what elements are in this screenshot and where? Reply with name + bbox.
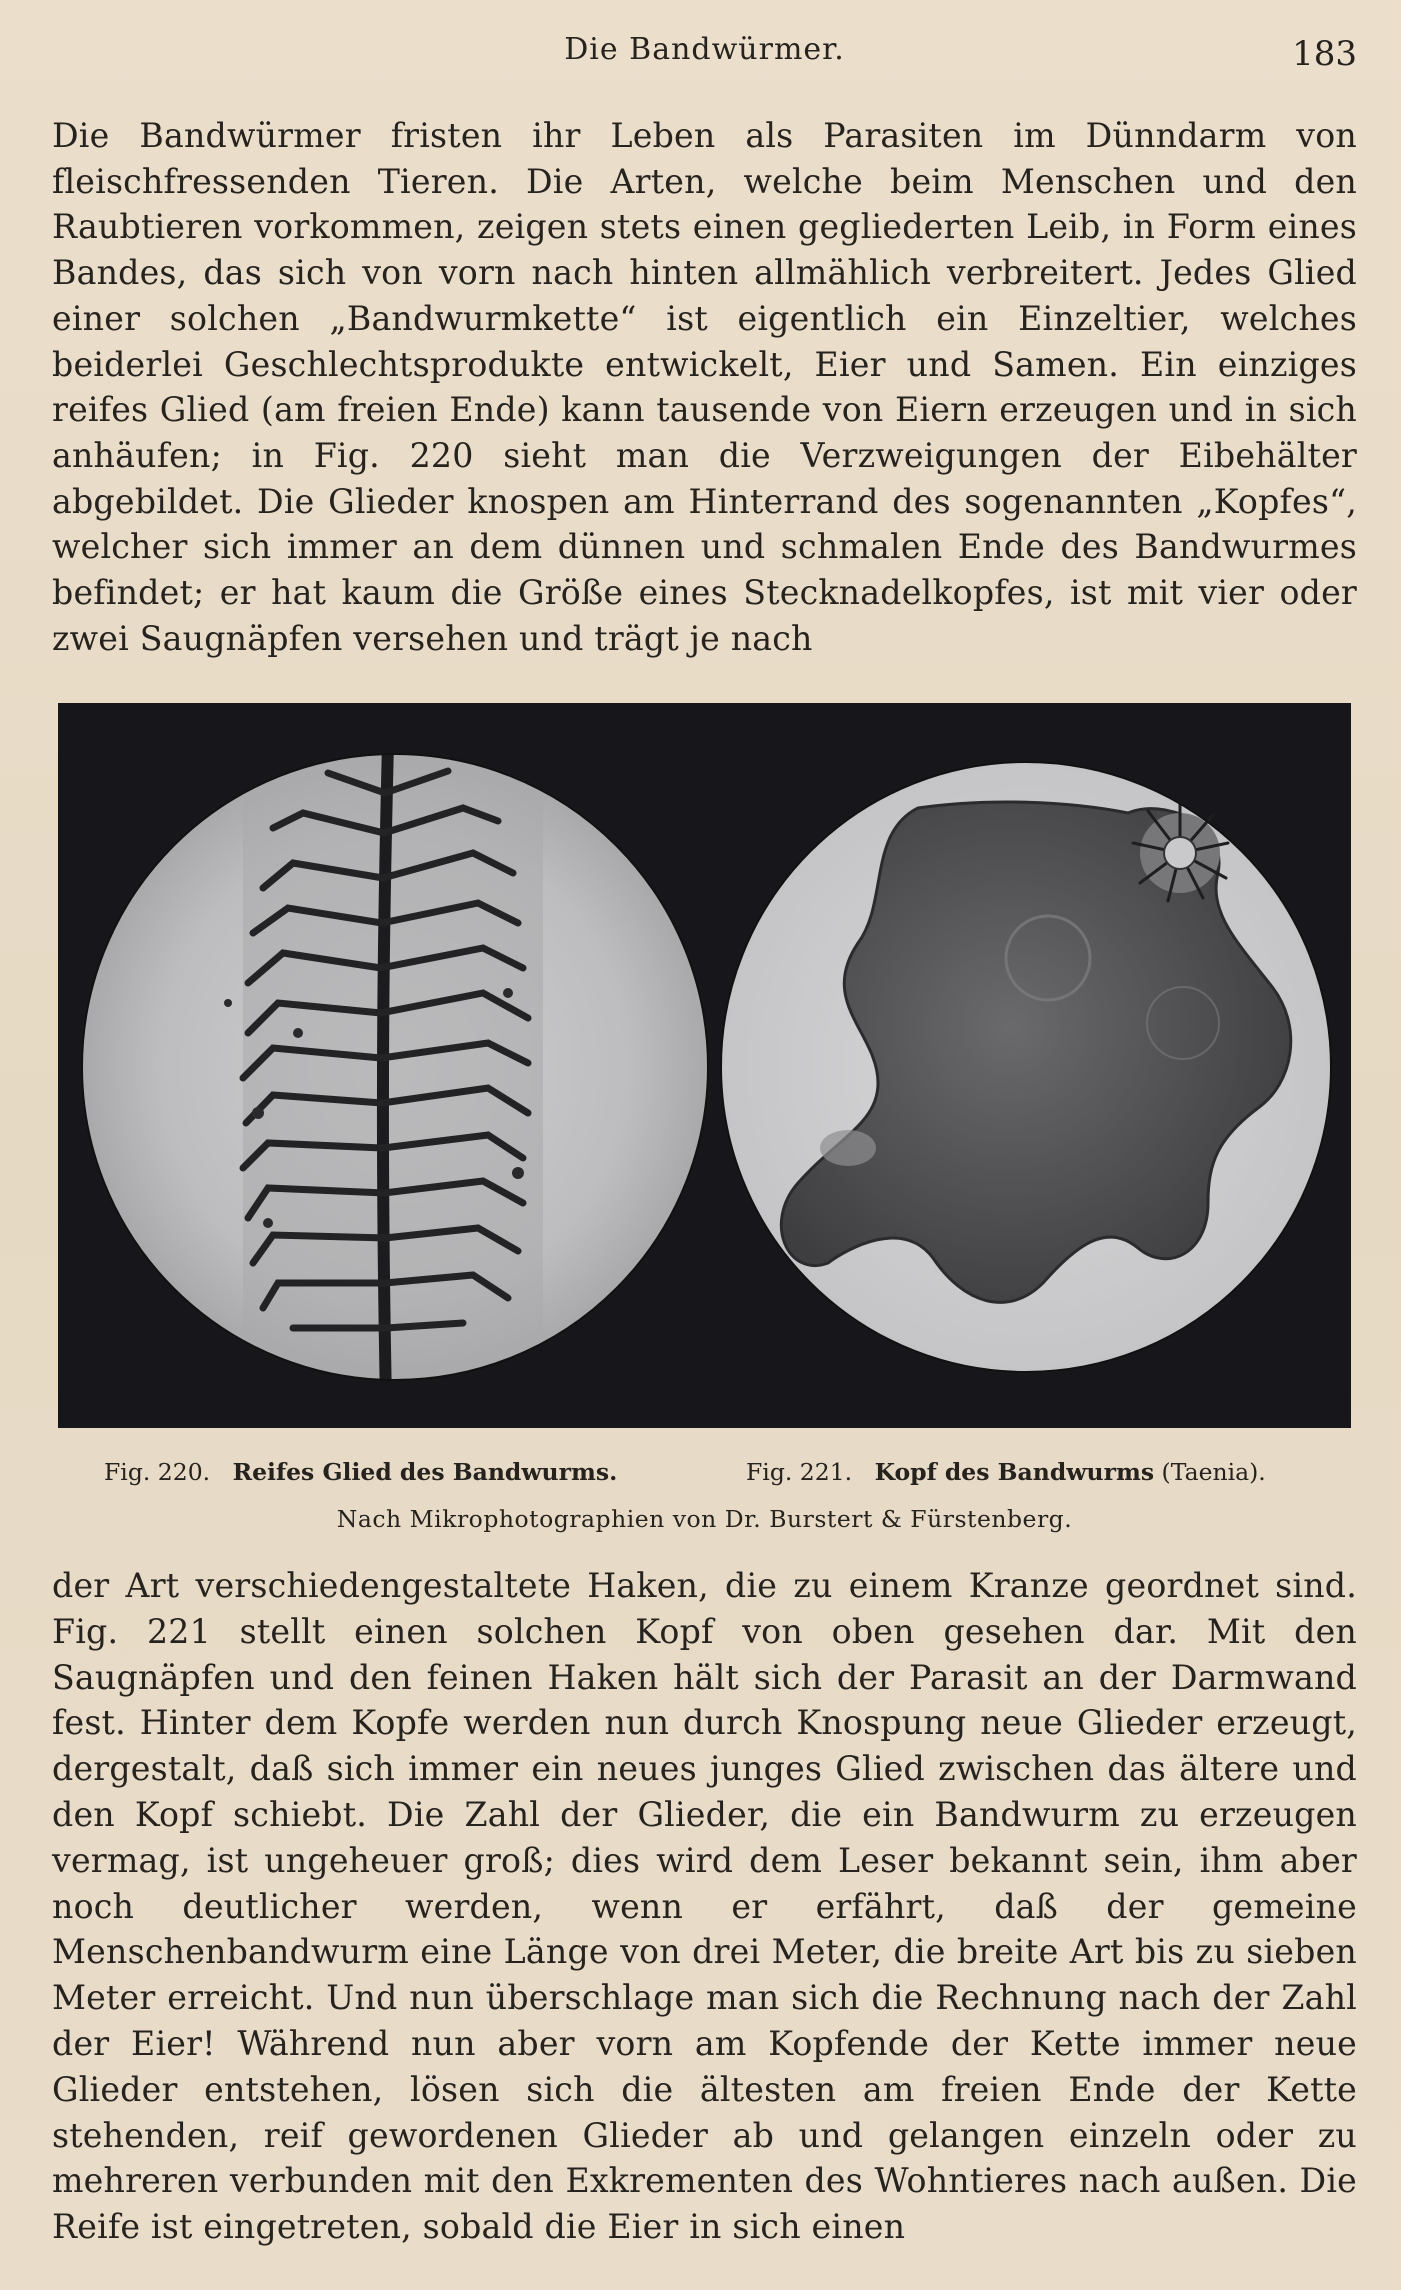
fig-221-micrograph [721, 762, 1331, 1372]
caption-fig-220-text: Reifes Glied des Bandwurms. [232, 1458, 618, 1486]
running-title: Die Bandwürmer. [564, 32, 845, 67]
body-paragraph: Die Bandwürmer fristen ihr Leben als Parasiten im Dünndarm von fleischfressenden Tieren. Die Arten, welche beim Menschen und den Raubtieren vorkommen, zeigen stets einen gegliederten Leib, in Form eines Bandes, das sich von vorn nach hinten allmählich verbreitert. Jedes Glied einer solchen „Bandwurmkette“ ist eigentlich ein Einzeltier, welches beiderlei Geschlechtsprodukte entwickelt, Eier und Samen. Ein einziges reifes Glied (am freien Ende) kann tausende von Eiern erzeugen und in sich anhäufen; in Fig. 220 sieht man die Verzweigungen der Eibehälter abgebildet. Die Glieder knospen am Hinterrand des sogenannten „Kopfes“, welcher sich immer an dem dünnen und schmalen Ende des Bandwurmes befindet; er hat kaum die Größe eines Stecknadelkopfes, ist mit vier oder zwei Saugnäpfen versehen und trägt je nach [52, 116, 1357, 658]
body-paragraph: der Art verschiedengestaltete Haken, die zu einem Kranze geordnet sind. Fig. 221 stellt einen solchen Kopf von oben gesehen dar. Mit den Saugnäpfen und den feinen Haken hält sich der Parasit an der Darmwand fest. Hinter dem Kopfe werden nun durch Knospung neue Glieder erzeugt, dergestalt, daß sich immer ein neues junges Glied zwischen das ältere und den Kopf schiebt. Die Zahl der Glieder, die ein Bandwurm zu erzeugen vermag, ist ungeheuer groß; dies wird dem Leser bekannt sein, ihm aber noch deutlicher werden, wenn er erfährt, daß der gemeine Menschenbandwurm eine Länge von drei Meter, die breite Art bis zu sieben Meter erreicht. Und nun überschlage man sich die Rechnung nach der Zahl der Eier! Während nun aber vorn am Kopfende der Kette immer neue Glieder entstehen, lösen sich die ältesten am freien Ende der Kette stehenden, reif gewordenen Glieder ab und gelangen einzeln oder zu mehreren verbunden mit den Exkrementen des Wohntieres nach außen. Die Reife ist eingetreten, sobald die Eier in sich einen [52, 1566, 1357, 2247]
page-header [52, 32, 1357, 82]
page-number: 183 [1292, 34, 1357, 74]
figure-credit: Nach Mikrophotographien von Dr. Burstert & Fürstenberg. [336, 1505, 1073, 1533]
caption-fig-221-text: Kopf des Bandwurms [874, 1458, 1155, 1486]
caption-fig-221 [746, 1458, 1266, 1486]
caption-fig-220 [104, 1458, 617, 1486]
micrograph-plate [58, 703, 1351, 1428]
caption-fig-220-label: Fig. 220. [104, 1458, 211, 1486]
micrograph-image [58, 703, 1351, 1428]
fig-220-micrograph [82, 743, 708, 1403]
caption-fig-221-label: Fig. 221. [746, 1458, 853, 1486]
figure-captions [52, 1458, 1357, 1492]
caption-fig-221-taxon: (Taenia). [1161, 1458, 1266, 1486]
